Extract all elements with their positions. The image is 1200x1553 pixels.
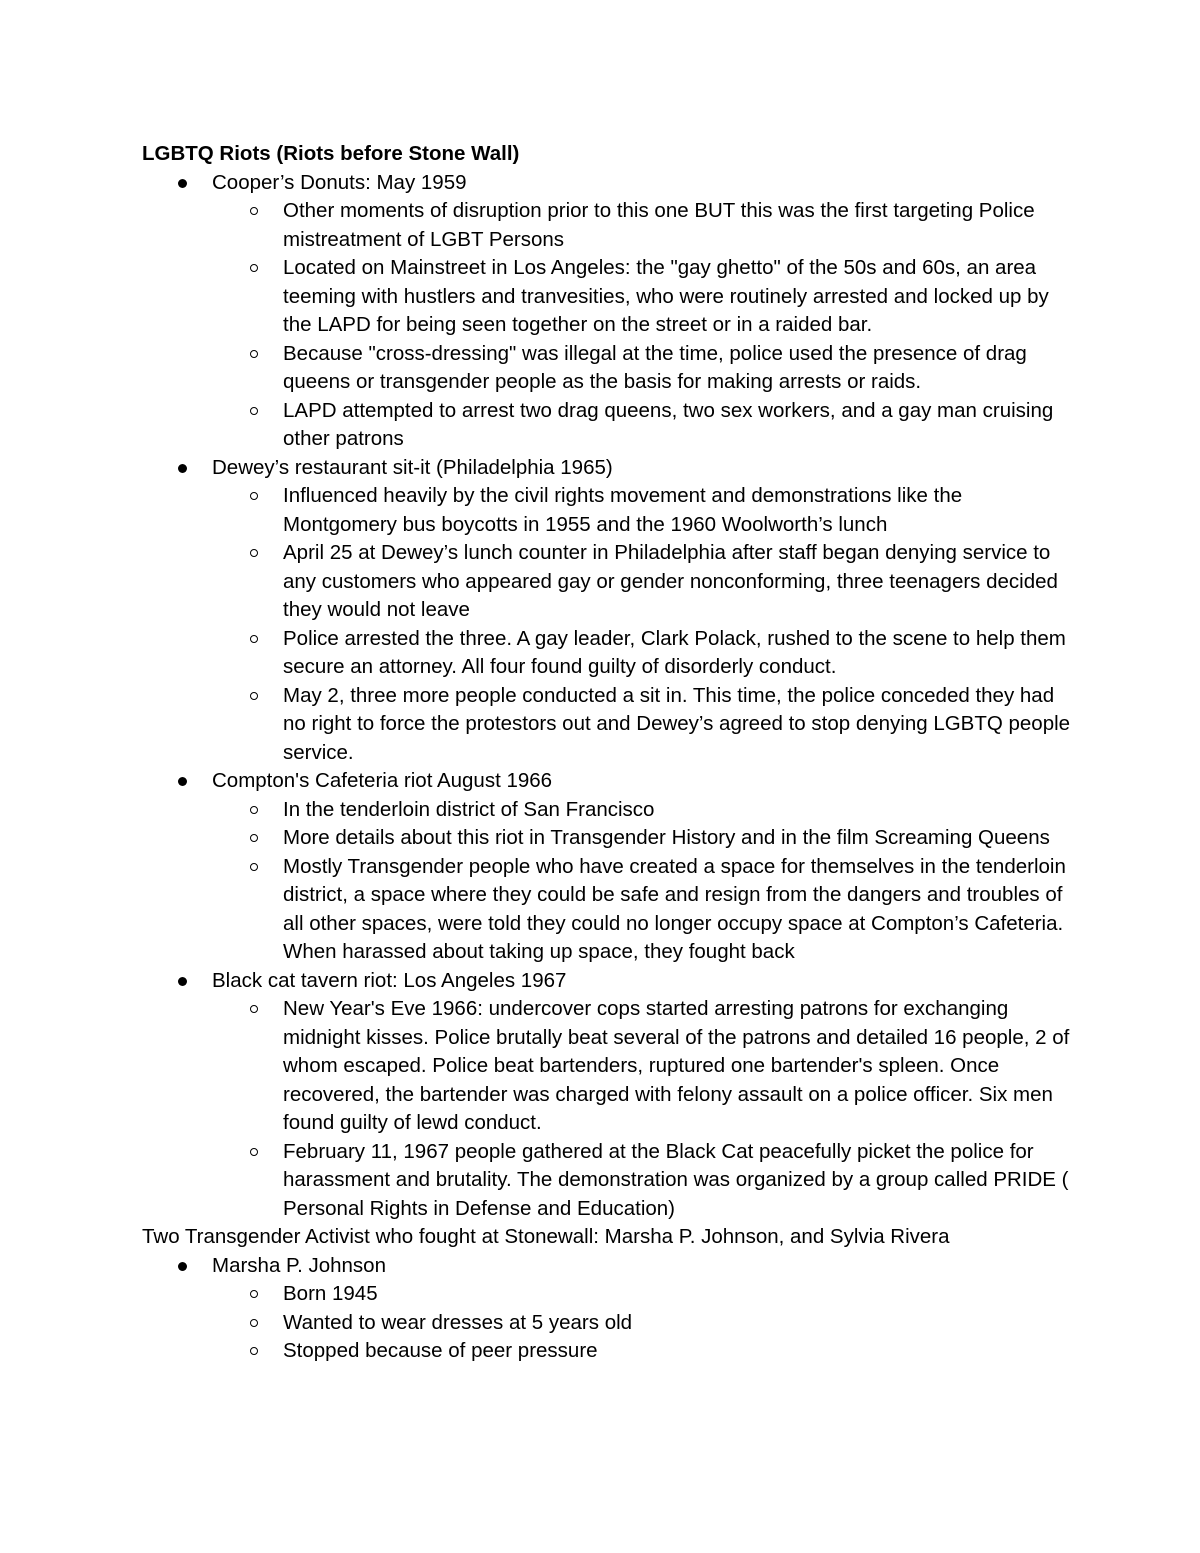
sub-list-item: [283, 397, 1072, 454]
sub-list-item: [283, 539, 1072, 625]
hollow-bullet-icon: [250, 834, 258, 842]
list-item: [212, 967, 1072, 1224]
hollow-bullet-icon: [250, 1347, 258, 1355]
sub-list: [212, 482, 1072, 767]
document-body: [142, 140, 1072, 1366]
sub-list-item: [283, 682, 1072, 768]
sub-list: [212, 995, 1072, 1223]
list-item-label: Dewey’s restaurant sit-it (Philadelphia 1965): [212, 455, 613, 479]
sub-list-item-text: February 11, 1967 people gathered at the Black Cat peacefully picket the police for harassment and brutality. The demonstration was organized by a group called PRIDE ( Personal Rights in Defense and Education): [283, 1139, 1069, 1220]
filled-bullet-icon: [178, 977, 187, 986]
document-heading: LGBTQ Riots (Riots before Stone Wall): [142, 142, 520, 165]
sub-list-item: [283, 853, 1072, 967]
sub-list-item-text: Influenced heavily by the civil rights movement and demonstrations like the Montgomery bus boycotts in 1955 and the 1960 Woolworth’s lunch: [283, 484, 963, 536]
list-item: [212, 169, 1072, 454]
sub-list-item-text: Located on Mainstreet in Los Angeles: the "gay ghetto" of the 50s and 60s, an area teeming with hustlers and tranvesities, who were routinely arrested and locked up by the LAPD for being seen together on the street or in a raided bar.: [283, 256, 1049, 336]
list-item-label: Black cat tavern riot: Los Angeles 1967: [212, 968, 567, 992]
sub-list-item-text: Police arrested the three. A gay leader, Clark Polack, rushed to the scene to help them secure an attorney. All four found guilty of disorderly conduct.: [283, 626, 1066, 678]
sub-list-item: [283, 824, 1072, 853]
sub-list-item: [283, 1337, 1072, 1366]
sub-list-item-text: Stopped because of peer pressure: [283, 1339, 598, 1362]
sub-list-item-text: May 2, three more people conducted a sit in. This time, the police conceded they had no right to force the protestors out and Dewey’s agreed to stop denying LGBTQ people service.: [283, 683, 1071, 764]
list-item-label: Compton's Cafeteria riot August 1966: [212, 769, 553, 792]
hollow-bullet-icon: [250, 692, 258, 700]
sub-list: [212, 1280, 1072, 1366]
hollow-bullet-icon: [250, 1319, 258, 1327]
hollow-bullet-icon: [250, 1005, 258, 1013]
sub-list-item: [283, 1280, 1072, 1309]
sub-list-item: [283, 796, 1072, 825]
list-item-label: Marsha P. Johnson: [212, 1253, 386, 1277]
sub-list: [212, 796, 1072, 967]
list-item-label: Cooper’s Donuts: May 1959: [212, 170, 467, 194]
hollow-bullet-icon: [250, 264, 258, 272]
filled-bullet-icon: [178, 464, 187, 473]
list-item: [212, 1252, 1072, 1366]
sub-list-item-text: April 25 at Dewey’s lunch counter in Philadelphia after staff began denying service to any customers who appeared gay or gender nonconforming, three teenagers decided they would not leave: [283, 541, 1058, 621]
sub-list-item-text: Mostly Transgender people who have created a space for themselves in the tenderloin district, a space where they could be safe and resign from the dangers and troubles of all other spaces, were told they could no longer occupy space at Compton’s Cafeteria. When harassed about taking up space, they fought back: [283, 854, 1066, 963]
hollow-bullet-icon: [250, 549, 258, 557]
hollow-bullet-icon: [250, 863, 258, 871]
sub-list-item: [283, 254, 1072, 340]
riots-list: [142, 169, 1072, 1224]
hollow-bullet-icon: [250, 350, 258, 358]
sub-list-item: [283, 995, 1072, 1138]
sub-list-item: [283, 1309, 1072, 1338]
sub-list-item-text: Other moments of disruption prior to this one BUT this was the first targeting Police mistreatment of LGBT Persons: [283, 199, 1035, 251]
sub-list: [212, 197, 1072, 454]
hollow-bullet-icon: [250, 635, 258, 643]
sub-list-item: [283, 340, 1072, 397]
stonewall-activists-paragraph: Two Transgender Activist who fought at Stonewall: Marsha P. Johnson, and Sylvia Rivera: [142, 1225, 950, 1248]
sub-list-item-text: Born 1945: [283, 1282, 378, 1305]
filled-bullet-icon: [178, 1262, 187, 1271]
hollow-bullet-icon: [250, 1148, 258, 1156]
hollow-bullet-icon: [250, 407, 258, 415]
list-item: [212, 454, 1072, 768]
sub-list-item: [283, 1138, 1072, 1224]
sub-list-item: [283, 197, 1072, 254]
sub-list-item-text: More details about this riot in Transgender History and in the film Screaming Queens: [283, 826, 1050, 849]
sub-list-item: [283, 482, 1072, 539]
sub-list-item-text: LAPD attempted to arrest two drag queens, two sex workers, and a gay man cruising other patrons: [283, 398, 1054, 450]
sub-list-item-text: Wanted to wear dresses at 5 years old: [283, 1310, 633, 1334]
hollow-bullet-icon: [250, 492, 258, 500]
hollow-bullet-icon: [250, 1290, 258, 1298]
activists-list: [142, 1252, 1072, 1366]
sub-list-item-text: Because "cross-dressing" was illegal at the time, police used the presence of drag queens or transgender people as the basis for making arrests or raids.: [283, 341, 1027, 393]
hollow-bullet-icon: [250, 806, 258, 814]
list-item: [212, 767, 1072, 967]
sub-list-item-text: In the tenderloin district of San Francisco: [283, 797, 655, 821]
sub-list-item-text: New Year's Eve 1966: undercover cops started arresting patrons for exchanging midnight kisses. Police brutally beat several of the patrons and detailed 16 people, 2 of whom escaped. Police beat bartenders, ruptured one bartender's spleen. Once recovered, the bartender was charged with felony assault on a police officer. Six men found guilty of lewd conduct.: [283, 997, 1070, 1134]
sub-list-item: [283, 625, 1072, 682]
hollow-bullet-icon: [250, 207, 258, 215]
filled-bullet-icon: [178, 179, 187, 188]
filled-bullet-icon: [178, 777, 187, 786]
